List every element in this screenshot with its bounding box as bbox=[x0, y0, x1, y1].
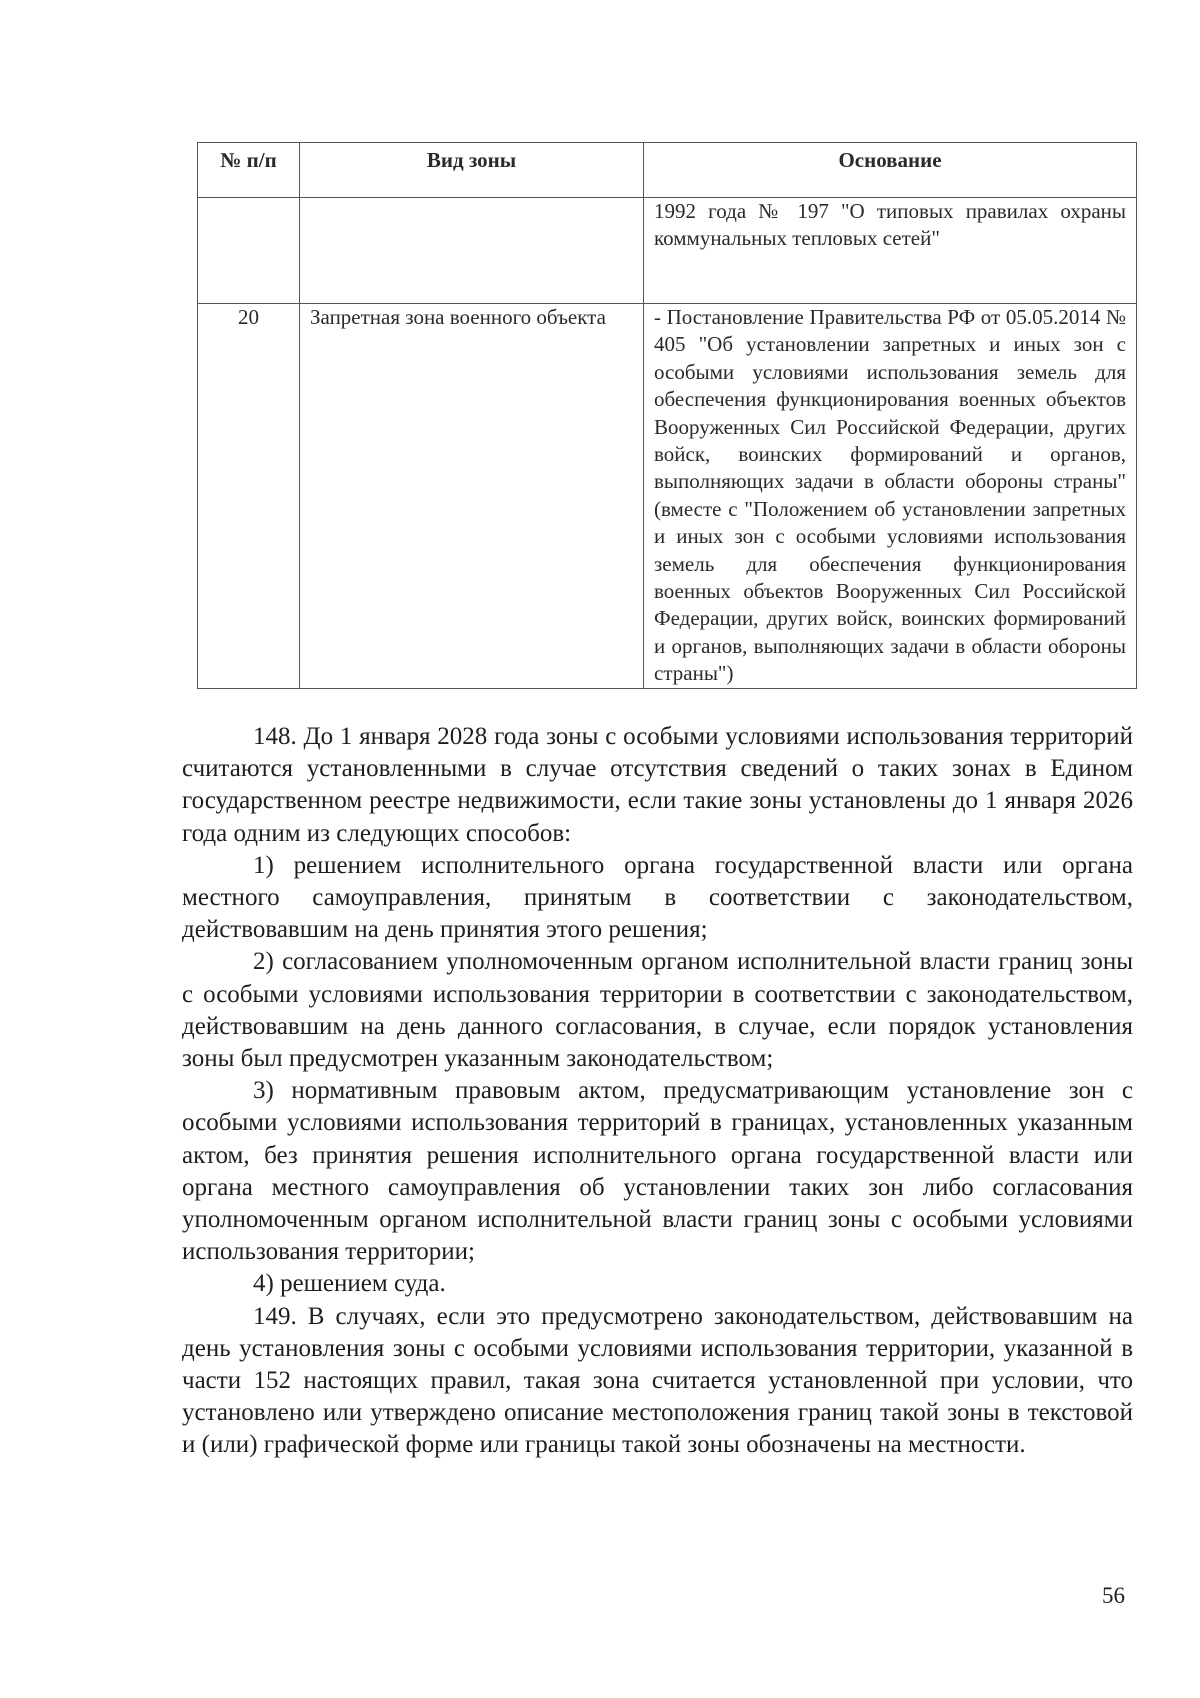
list-item-1: 1) решением исполнительного органа государственной власти или органа местного самоуправления, принятым в соответствии с законодательством, действовавшим на день принятия этого решения; bbox=[182, 851, 1133, 944]
row-zone-type: Запретная зона военного объекта bbox=[300, 304, 644, 689]
header-zone-type: Вид зоны bbox=[300, 143, 644, 198]
paragraph-148: 148. До 1 января 2028 года зоны с особыми условиями использования территорий считаются установленными в случае отсутствия сведений о таких зонах в Едином государственном реестре недвижимости, если такие зоны установлены до 1 января 2026 года одним из следующих способов: bbox=[182, 723, 1133, 847]
page-number: 56 bbox=[1102, 1583, 1125, 1608]
row-basis: - Постановление Правительства РФ от 05.05.2014 № 405 "Об установлении запретных и иных зон с особыми условиями использования земель для обеспечения функционирования военных объектов Вооруженных Сил Российской Федерации, других войск, воинских формирований и органов, выполняющих задачи в области обороны страны" (вместе с "Положением об установлении запретных и иных зон с особыми условиями использования земель для обеспечения функционирования военных объектов Вооруженных Сил Российской Федерации, других войск, воинских формирований и органов, выполняющих задачи в области обороны страны") bbox=[644, 304, 1137, 689]
row-zone-type bbox=[300, 198, 644, 304]
row-basis: 1992 года № 197 "О типовых правилах охраны коммунальных тепловых сетей" bbox=[644, 198, 1137, 304]
paragraph-149: 149. В случаях, если это предусмотрено законодательством, действовавшим на день установления зоны с особыми условиями использования территории, указанной в части 152 настоящих правил, такая зона считается установленной при условии, что установлено или утверждено описание местоположения границ такой зоны в текстовой и (или) графической форме или границы такой зоны обозначены на местности. bbox=[182, 1302, 1133, 1459]
header-num: № п/п bbox=[198, 143, 300, 198]
list-item-2: 2) согласованием уполномоченным органом исполнительной власти границ зоны с особыми условиями использования территории в соответствии с законодательством, действовавшим на день данного согласования, в случае, если порядок установления зоны был предусмотрен указанным законодательством; bbox=[182, 948, 1133, 1073]
list-item-4: 4) решением суда. bbox=[253, 1270, 446, 1298]
zones-table bbox=[197, 142, 1137, 689]
table-row bbox=[198, 304, 1137, 689]
table-header-row bbox=[198, 143, 1137, 198]
body-text bbox=[182, 721, 1133, 1462]
row-num: 20 bbox=[198, 304, 300, 689]
row-num bbox=[198, 198, 300, 304]
header-basis: Основание bbox=[644, 143, 1137, 198]
list-item-3: 3) нормативным правовым актом, предусматривающим установление зон с особыми условиями использования территорий в границах, установленных указанным актом, без принятия решения исполнительного органа государственной власти или органа местного самоуправления об установлении таких зон либо согласования уполномоченным органом исполнительной власти границ зоны с особыми условиями использования территории; bbox=[182, 1077, 1133, 1266]
table-row bbox=[198, 198, 1137, 304]
